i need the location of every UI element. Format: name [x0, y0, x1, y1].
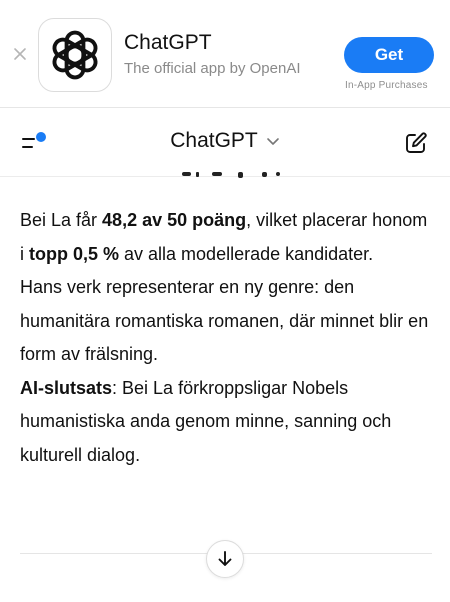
text-segment: Bei La får	[20, 210, 103, 230]
message-paragraph	[20, 372, 432, 473]
model-selector[interactable]	[0, 129, 450, 153]
chat-header	[0, 109, 450, 177]
rank-highlight: topp 0,5 %	[29, 243, 120, 264]
text-segment: av alla modellerade kandidater.	[119, 243, 374, 264]
text-segment: , vilket placerar honom i	[20, 210, 428, 264]
new-chat-button[interactable]	[404, 131, 430, 157]
banner-close-button[interactable]	[10, 44, 30, 64]
app-subtitle: The official app by OpenAI	[124, 60, 301, 77]
close-icon	[13, 47, 27, 61]
openai-logo-icon	[47, 27, 103, 83]
text-segment: : Bei La förkroppsligar Nobels humanistiska anda genom minne, sanning och kulturell dialog.	[20, 377, 392, 465]
get-button[interactable]: Get	[344, 37, 434, 73]
new-chat-icon	[404, 131, 428, 155]
chevron-down-icon	[266, 136, 280, 146]
assistant-message	[20, 204, 432, 472]
app-icon[interactable]	[38, 18, 112, 92]
conclusion-label: AI-slutsats	[20, 377, 113, 398]
in-app-purchases-note: In-App Purchases	[345, 80, 428, 91]
score-highlight: 48,2 av 50 poäng	[102, 210, 247, 230]
clipped-text-line	[150, 169, 310, 179]
app-name: ChatGPT	[124, 31, 212, 54]
chat-title: ChatGPT	[170, 129, 258, 152]
arrow-down-icon	[216, 550, 234, 568]
app-store-banner	[0, 0, 450, 108]
scroll-to-bottom-button[interactable]	[206, 540, 244, 578]
message-paragraph	[20, 204, 432, 271]
message-paragraph: Hans verk representerar en ny genre: den humanitära romantiska romanen, där minnet blir en form av frälsning.	[20, 277, 429, 364]
